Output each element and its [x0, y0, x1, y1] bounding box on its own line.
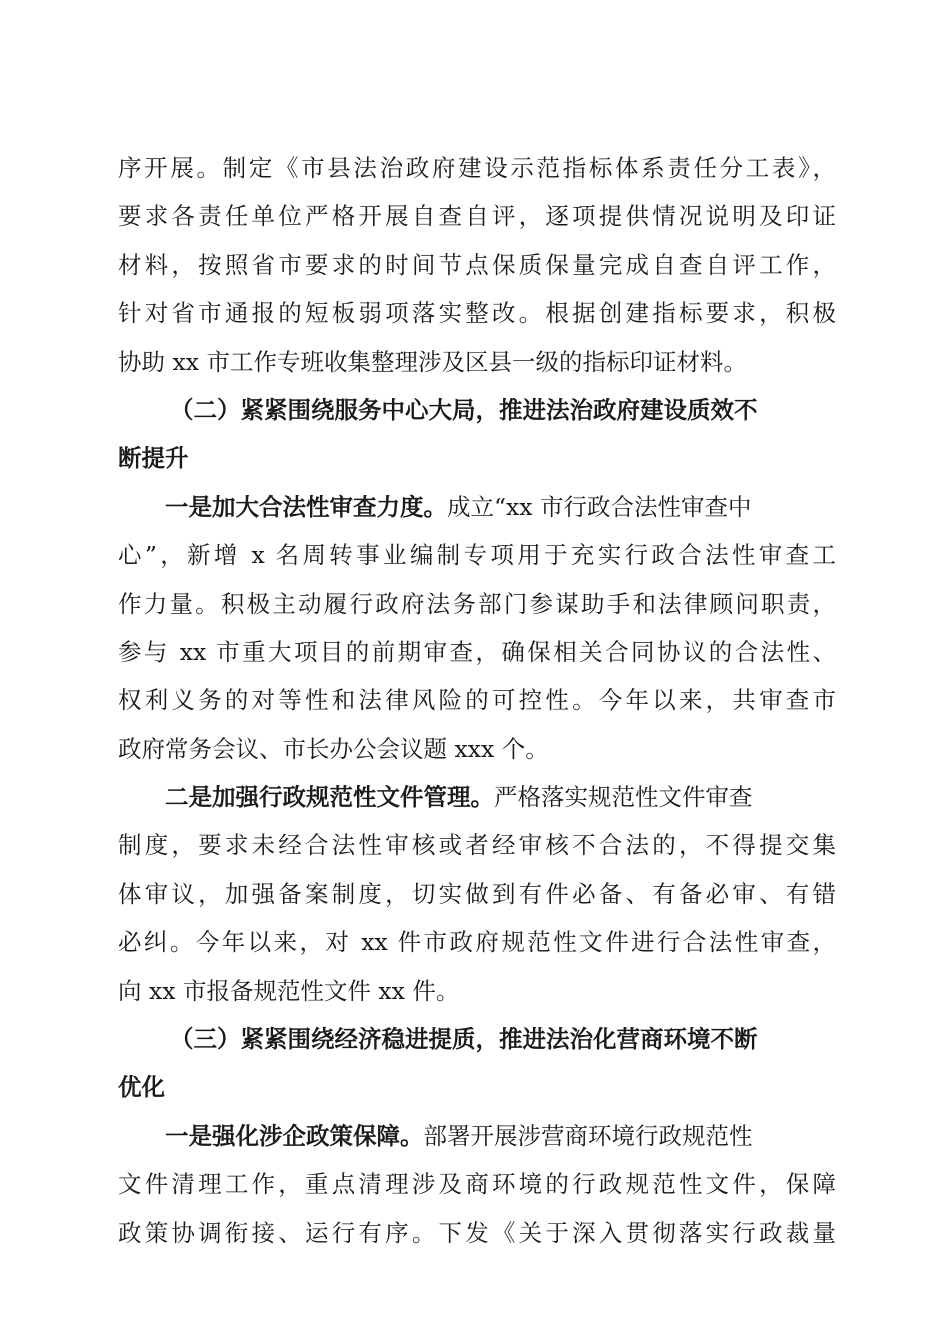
text-line: 作力量。积极主动履行政府法务部门参谋助手和法律顾问职责， — [118, 589, 836, 618]
text-line: 必纠。今年以来，对 xx 件市政府规范性文件进行合法性审查， — [118, 928, 836, 957]
text-span: 部署开展涉营商环境行政规范性 — [423, 1121, 753, 1150]
text-line: 制度，要求未经合法性审核或者经审核不合法的，不得提交集 — [118, 831, 836, 860]
text-line: 政府常务会议、市长办公会议题 xxx 个。 — [118, 734, 549, 763]
text-line: 序开展。制定《市县法治政府建设示范指标体系责任分工表》， — [118, 154, 836, 182]
text-line: 参与 xx 市重大项目的前期审查，确保相关合同协议的合法性、 — [118, 637, 836, 666]
heading-line: 优化 — [118, 1073, 165, 1102]
paragraph-legality-review — [118, 483, 836, 773]
paragraph-implementation — [118, 144, 836, 386]
text-line: 针对省市通报的短板弱项落实整改。根据创建指标要求，积极 — [118, 299, 836, 328]
text-line: 心”，新增 x 名周转事业编制专项用于充实行政合法性审查工 — [118, 541, 836, 570]
text-span: 成立“xx 市行政合法性审查中 — [447, 492, 752, 521]
heading-line: （三）紧紧围绕经济稳进提质，推进法治化营商环境不断 — [170, 1025, 758, 1054]
text-line — [118, 1112, 836, 1160]
paragraph-lead: 一是强化涉企政策保障。 — [165, 1121, 424, 1150]
text-line: 要求各责任单位严格开展自查自评，逐项提供情况说明及印证 — [118, 202, 836, 231]
text-line: 体审议，加强备案制度，切实做到有件必备、有备必审、有错 — [118, 879, 836, 908]
section-heading-3 — [118, 1015, 836, 1112]
text-line: 向 xx 市报备规范性文件 xx 件。 — [118, 976, 460, 1005]
text-line: 政策协调衔接、运行有序。下发《关于深入贯彻落实行政裁量 — [118, 1218, 836, 1247]
heading-line: （二）紧紧围绕服务中心大局，推进法治政府建设质效不 — [170, 395, 758, 424]
paragraph-lead: 一是加大合法性审查力度。 — [165, 492, 447, 521]
heading-line: 断提升 — [118, 444, 189, 473]
paragraph-normative-documents — [118, 773, 836, 1015]
text-line: 文件清理工作，重点清理涉及商环境的行政规范性文件，保障 — [118, 1170, 836, 1199]
paragraph-lead: 二是加强行政规范性文件管理。 — [165, 783, 494, 812]
text-line: 材料，按照省市要求的时间节点保质保量完成自查自评工作， — [118, 250, 836, 279]
section-heading-2 — [118, 386, 836, 483]
text-line — [118, 773, 836, 821]
text-span: 严格落实规范性文件审查 — [494, 783, 753, 812]
text-line: 权利义务的对等性和法律风险的可控性。今年以来，共审查市 — [118, 686, 836, 715]
text-line — [118, 483, 836, 531]
text-line: 协助 xx 市工作专班收集整理涉及区县一级的指标印证材料。 — [118, 347, 747, 376]
paragraph-enterprise-policy — [118, 1112, 836, 1257]
document-body — [118, 144, 836, 1257]
